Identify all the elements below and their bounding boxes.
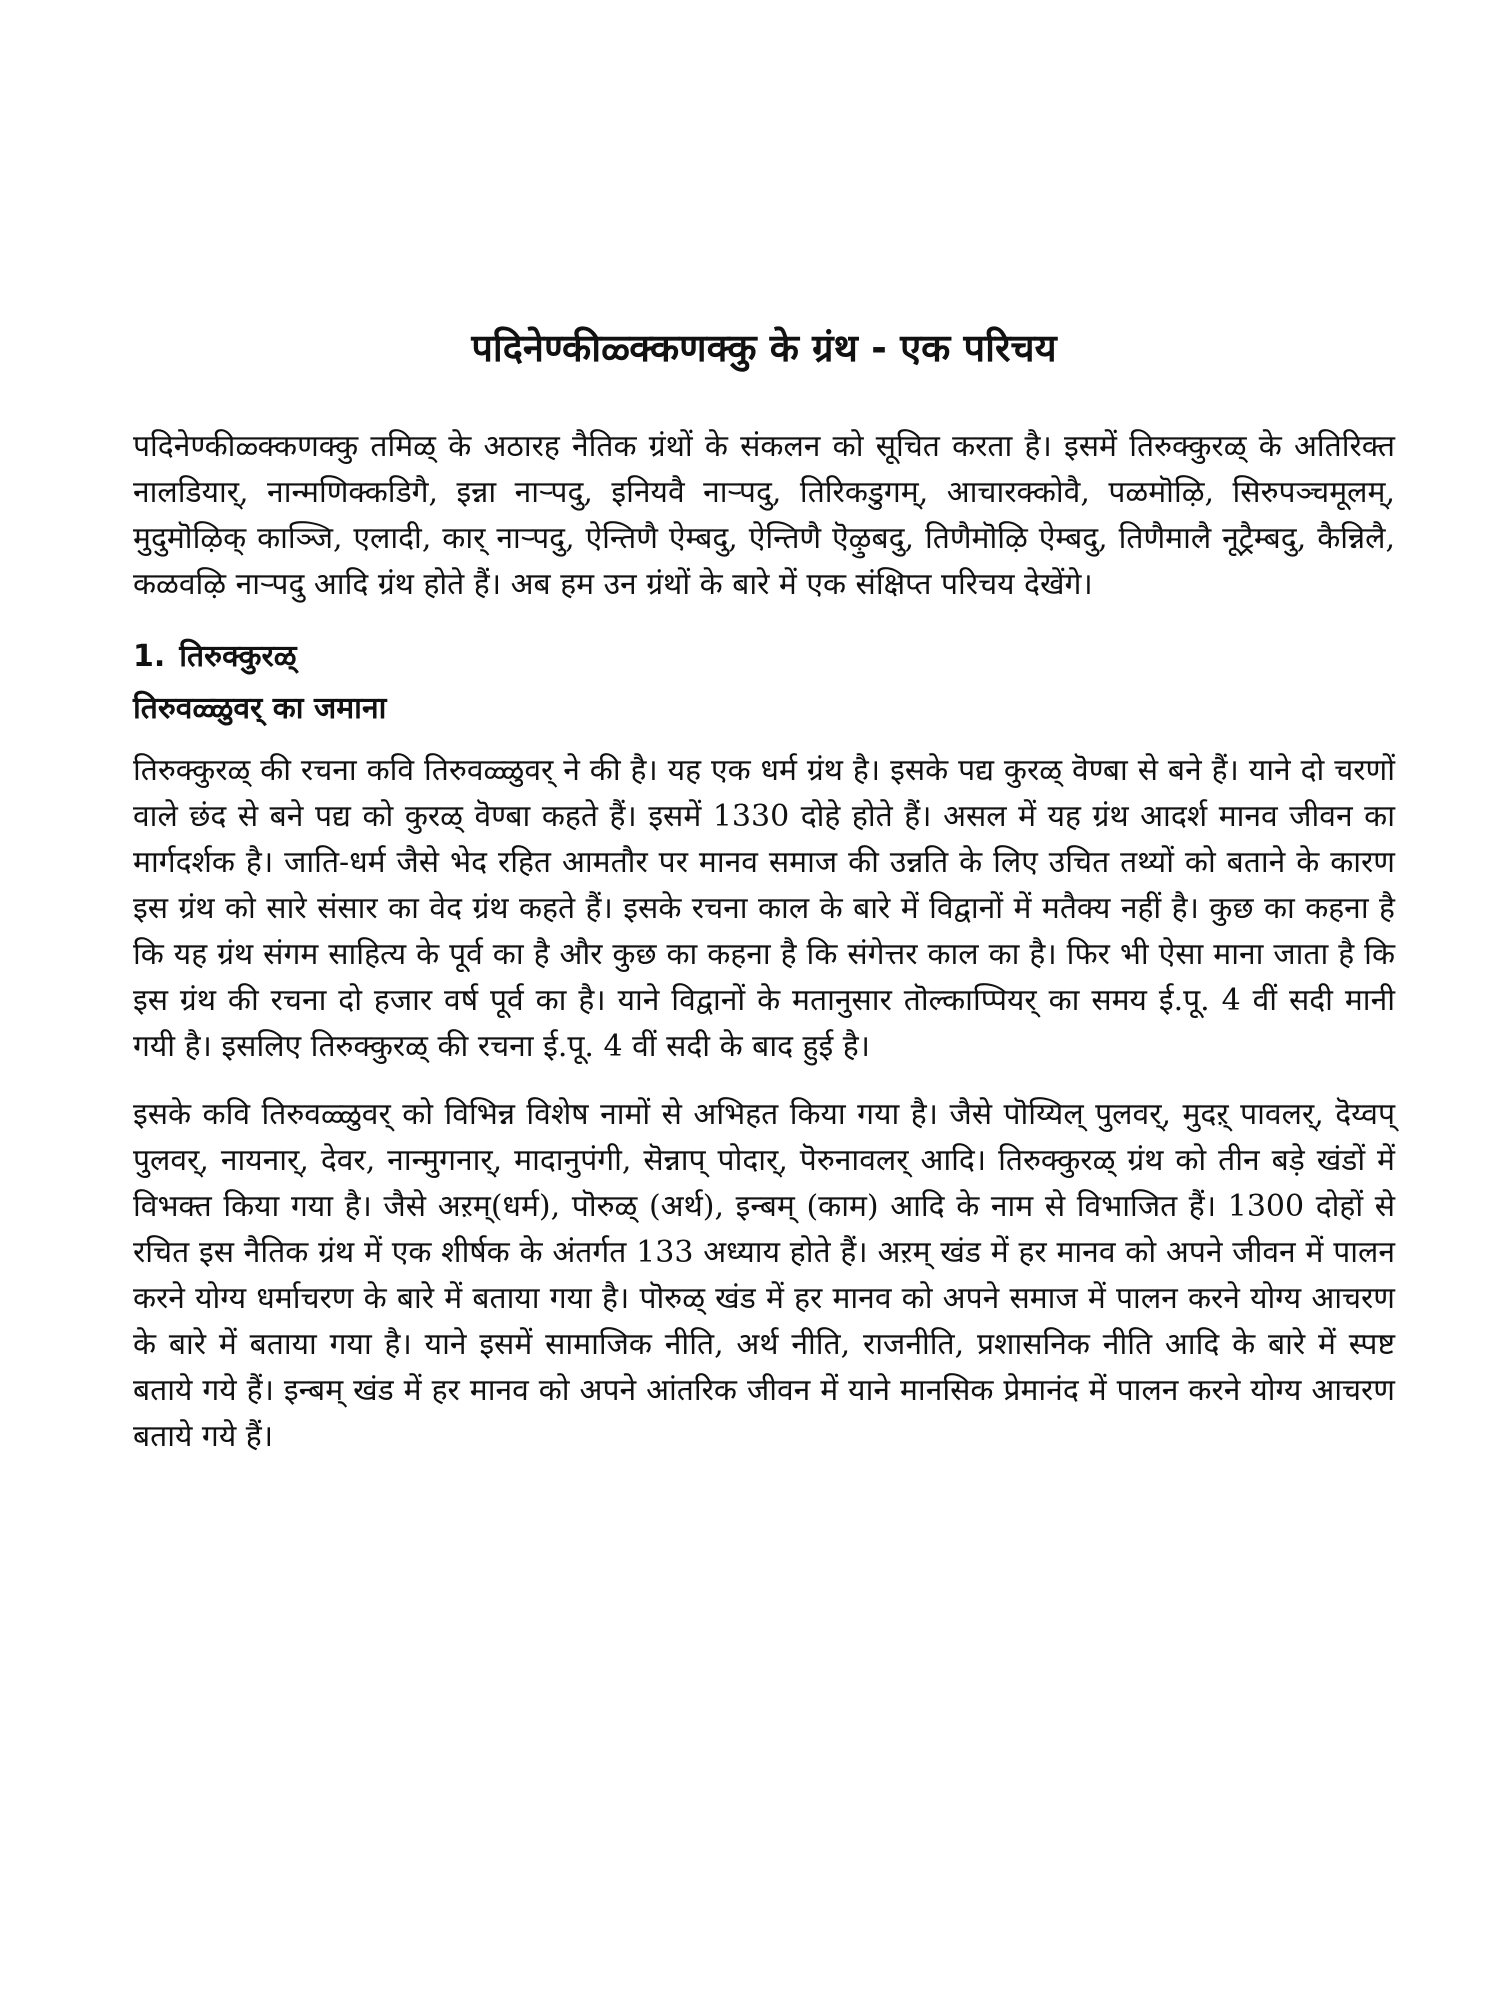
intro-paragraph: पदिनेण्कीळ्क्कणक्कु तमिळ् के अठारह नैतिक ग्रंथों के संकलन को सूचित करता है। इसमें तिरुक्कुरळ् के अतिरिक्त नालडियार्, नान्मणिक्कडिगै, इन्ना नाऱ्पदु, इनियवै नाऱ्पदु, तिरिकडुगम्, आचारक्कोवै, पळमॊऴि, सिरुपञ्चमूलम्, मुदुमॊऴिक् काञ्जि, एलादी, कार् नाऱ्पदु, ऐन्तिणै ऐम्बदु, ऐन्तिणै ऎऴुबदु, तिणैमॊऴि ऐम्बदु, तिणैमालै नूट्रैम्बदु, कैन्निलै, कळवऴि नाऱ्पदु आदि ग्रंथ होते हैं। अब हम उन ग्रंथों के बारे में एक संक्षिप्त परिचय देखेंगे। [133,429,1395,602]
body-paragraph-1: तिरुक्कुरळ् की रचना कवि तिरुवळ्ळुवर् ने की है। यह एक धर्म ग्रंथ है। इसके पद्य कुरळ् वॆण्बा से बने हैं। याने दो चरणों वाले छंद से बने पद्य को कुरळ् वॆण्बा कहते हैं। इसमें 1330 दोहे होते हैं। असल में यह ग्रंथ आदर्श मानव जीवन का मार्गदर्शक है। जाति-धर्म जैसे भेद रहित आमतौर पर मानव समाज की उन्नति के लिए उचित तथ्यों को बताने के कारण इस ग्रंथ को सारे संसार का वेद ग्रंथ कहते हैं। इसके रचना काल के बारे में विद्वानों में मतैक्य नहीं है। कुछ का कहना है कि यह ग्रंथ संगम साहित्य के पूर्व का है और कुछ का कहना है कि संगेत्तर काल का है। फिर भी ऐसा माना जाता है कि इस ग्रंथ की रचना दो हजार वर्ष पूर्व का है। याने विद्वानों के मतानुसार तॊल्काप्पियर् का समय ई.पू. 4 वीं सदी मानी गयी है। इसलिए तिरुक्कुरळ् की रचना ई.पू. 4 वीं सदी के बाद हुई है। [133,753,1395,1064]
document-page [133,318,1395,1460]
section-heading-text: तिरुक्कुरळ् [179,639,297,674]
section-number: 1. [133,639,166,674]
page-title: पदिनेण्कीळ्क्कणक्कु के ग्रंथ - एक परिचय [471,326,1057,370]
section-subheading: तिरुवळ्ळुवर् का जमाना [133,691,387,726]
body-paragraph-2: इसके कवि तिरुवळ्ळुवर् को विभिन्न विशेष नामों से अभिहत किया गया है। जैसे पॊय्यिल् पुलवर्, मुदऱ् पावलर्, दॆय्वप् पुलवर्, नायनार्, देवर, नान्मुगनार्, मादानुपंगी, सॆन्नाप् पोदार्, पॆरुनावलर् आदि। तिरुक्कुरळ् ग्रंथ को तीन बड़े खंडों में विभक्त किया गया है। जैसे अऱम्(धर्म), पॊरुळ् (अर्थ), इन्बम् (काम) आदि के नाम से विभाजित हैं। 1300 दोहों से रचित इस नैतिक ग्रंथ में एक शीर्षक के अंतर्गत 133 अध्याय होते हैं। अऱम् खंड में हर मानव को अपने जीवन में पालन करने योग्य धर्माचरण के बारे में बताया गया है। पॊरुळ् खंड में हर मानव को अपने समाज में पालन करने योग्य आचरण के बारे में बताया गया है। याने इसमें सामाजिक नीति, अर्थ नीति, राजनीति, प्रशासनिक नीति आदि के बारे में स्पष्ट बताये गये हैं। इन्बम् खंड में हर मानव को अपने आंतरिक जीवन में याने मानसिक प्रेमानंद में पालन करने योग्य आचरण बताये गये हैं। [133,1097,1395,1454]
section-heading [133,634,1395,680]
